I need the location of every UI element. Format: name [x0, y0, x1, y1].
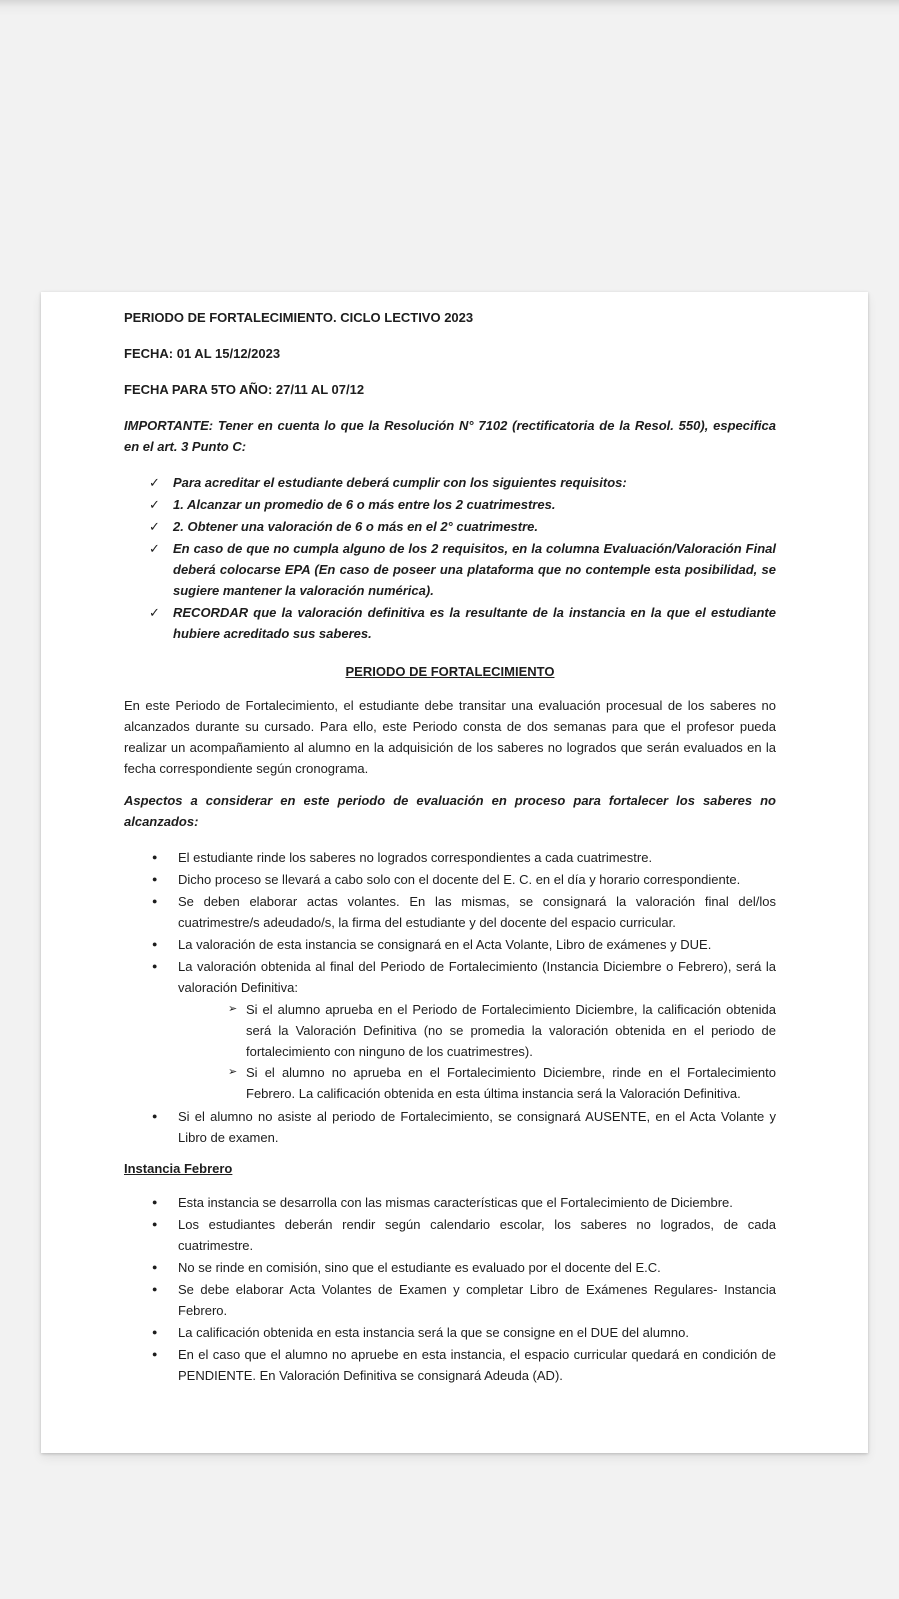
doc-emphasis-paragraph: Aspectos a considerar en este periodo de evaluación en proceso para fortalecer los saberes no alcanzados: — [124, 793, 776, 829]
section-heading: PERIODO DE FORTALECIMIENTO — [345, 664, 555, 679]
bullet-icon: ● — [152, 1284, 158, 1294]
bullet-item-text: Esta instancia se desarrolla con las mismas características que el Fortalecimiento de Diciembre. — [178, 1195, 733, 1210]
check-item-text: En caso de que no cumpla alguno de los 2 requisitos, en la columna Evaluación/Valoración Final deberá colocarse EPA (En caso de poseer una plataforma que no contemple esta posibilidad, se sugiere mantener la valoración numérica). — [173, 541, 776, 598]
checkmark-icon: ✓ — [149, 541, 160, 556]
bullet-item-text: El estudiante rinde los saberes no logrados correspondientes a cada cuatrimestre. — [178, 850, 653, 865]
bullet-icon: ● — [152, 1219, 158, 1229]
document-content — [41, 292, 868, 1386]
checkmark-icon: ✓ — [149, 475, 160, 490]
bullet-list-item — [152, 1257, 776, 1278]
check-item-text: RECORDAR que la valoración definitiva es la resultante de la instancia en la que el estudiante hubiere acreditado sus saberes. — [173, 605, 776, 641]
check-item-text: 1. Alcanzar un promedio de 6 o más entre los 2 cuatrimestres. — [173, 497, 556, 512]
check-list-item — [149, 538, 776, 601]
bullet-icon: ● — [152, 1111, 158, 1121]
bullet-icon: ● — [152, 1349, 158, 1359]
bullet-list-item — [152, 1322, 776, 1343]
bullet-list-item — [152, 934, 776, 955]
doc-emphasis-paragraph: IMPORTANTE: Tener en cuenta lo que la Resolución N° 7102 (rectificatoria de la Resol. 550), especifica en el art. 3 Punto C: — [124, 418, 776, 454]
checkmark-icon: ✓ — [149, 497, 160, 512]
bullet-list-item — [152, 869, 776, 890]
arrow-icon: ➢ — [228, 1003, 238, 1015]
bullet-list-item — [152, 1192, 776, 1213]
bullet-list-item — [152, 1106, 776, 1148]
bullet-item-text: La valoración obtenida al final del Periodo de Fortalecimiento (Instancia Diciembre o Febrero), será la valoración Definitiva: — [178, 959, 776, 995]
arrow-sub-item — [228, 1062, 776, 1104]
toolbar-shadow — [0, 0, 899, 16]
bullet-icon: ● — [152, 896, 158, 906]
bullet-icon: ● — [152, 1197, 158, 1207]
arrow-sub-item-text: Si el alumno no aprueba en el Fortalecimiento Diciembre, rinde en el Fortalecimiento Febrero. La calificación obtenida en esta última instancia será la Valoración Definitiva. — [246, 1065, 776, 1101]
arrow-sub-item — [228, 999, 776, 1062]
bullet-item-text: Se debe elaborar Acta Volantes de Examen y completar Libro de Exámenes Regulares- Instancia Febrero. — [178, 1282, 776, 1318]
bullet-list-item — [152, 1214, 776, 1256]
checkmark-icon: ✓ — [149, 519, 160, 534]
bullet-item-text: No se rinde en comisión, sino que el estudiante es evaluado por el docente del E.C. — [178, 1260, 661, 1275]
doc-paragraph: En este Periodo de Fortalecimiento, el estudiante debe transitar una evaluación procesual de los saberes no alcanzados durante su cursado. Para ello, este Periodo consta de dos semanas para que el profesor pueda realizar un acompañamiento al alumno en la adquisición de los saberes no logrados que serán evaluados en la fecha correspondiente según cronograma. — [124, 698, 776, 776]
bullet-icon: ● — [152, 939, 158, 949]
bullet-item-text: Los estudiantes deberán rendir según calendario escolar, los saberes no logrados, de cada cuatrimestre. — [178, 1217, 776, 1253]
arrow-sub-item-text: Si el alumno aprueba en el Periodo de Fortalecimiento Diciembre, la calificación obtenida será la Valoración Definitiva (no se promedia la valoración obtenida en el periodo de fortalecimiento con ninguno de los cuatrimestres). — [246, 1002, 776, 1059]
doc-header-line: FECHA: 01 AL 15/12/2023 — [124, 346, 281, 361]
bullet-list-item — [152, 956, 776, 1105]
check-list-item — [149, 602, 776, 644]
bullet-list-item — [152, 847, 776, 868]
doc-header-line: PERIODO DE FORTALECIMIENTO. CICLO LECTIVO 2023 — [124, 310, 474, 325]
subsection-heading: Instancia Febrero — [124, 1161, 233, 1176]
bullet-icon: ● — [152, 961, 158, 971]
doc-header-line: FECHA PARA 5TO AÑO: 27/11 AL 07/12 — [124, 382, 365, 397]
bullet-icon: ● — [152, 1262, 158, 1272]
bullet-item-text: En el caso que el alumno no apruebe en esta instancia, el espacio curricular quedará en condición de PENDIENTE. En Valoración Definitiva se consignará Adeuda (AD). — [178, 1347, 776, 1383]
check-item-text: Para acreditar el estudiante deberá cumplir con los siguientes requisitos: — [173, 475, 627, 490]
bullet-list — [124, 847, 776, 1148]
check-list-item — [149, 472, 776, 493]
bullet-icon: ● — [152, 874, 158, 884]
arrow-sub-list — [228, 999, 776, 1104]
bullet-list-item — [152, 1344, 776, 1386]
checkmark-icon: ✓ — [149, 605, 160, 620]
bullet-item-text: Se deben elaborar actas volantes. En las mismas, se consignará la valoración final del/los cuatrimestre/s adeudado/s, la firma del estudiante y del docente del espacio curricular. — [178, 894, 776, 930]
bullet-list — [124, 1192, 776, 1386]
bullet-item-text: Dicho proceso se llevará a cabo solo con el docente del E. C. en el día y horario correspondiente. — [178, 872, 741, 887]
arrow-icon: ➢ — [228, 1066, 238, 1078]
bullet-list-item — [152, 1279, 776, 1321]
document-page — [41, 292, 868, 1453]
bullet-list-item — [152, 891, 776, 933]
check-list-item — [149, 516, 776, 537]
bullet-item-text: Si el alumno no asiste al periodo de Fortalecimiento, se consignará AUSENTE, en el Acta Volante y Libro de examen. — [178, 1109, 776, 1145]
bullet-icon: ● — [152, 1327, 158, 1337]
bullet-icon: ● — [152, 852, 158, 862]
bullet-item-text: La valoración de esta instancia se consignará en el Acta Volante, Libro de exámenes y DUE. — [178, 937, 712, 952]
check-item-text: 2. Obtener una valoración de 6 o más en el 2° cuatrimestre. — [173, 519, 539, 534]
bullet-item-text: La calificación obtenida en esta instancia será la que se consigne en el DUE del alumno. — [178, 1325, 689, 1340]
check-list-item — [149, 494, 776, 515]
check-list — [124, 472, 776, 644]
bullet-item-body — [178, 956, 776, 1105]
